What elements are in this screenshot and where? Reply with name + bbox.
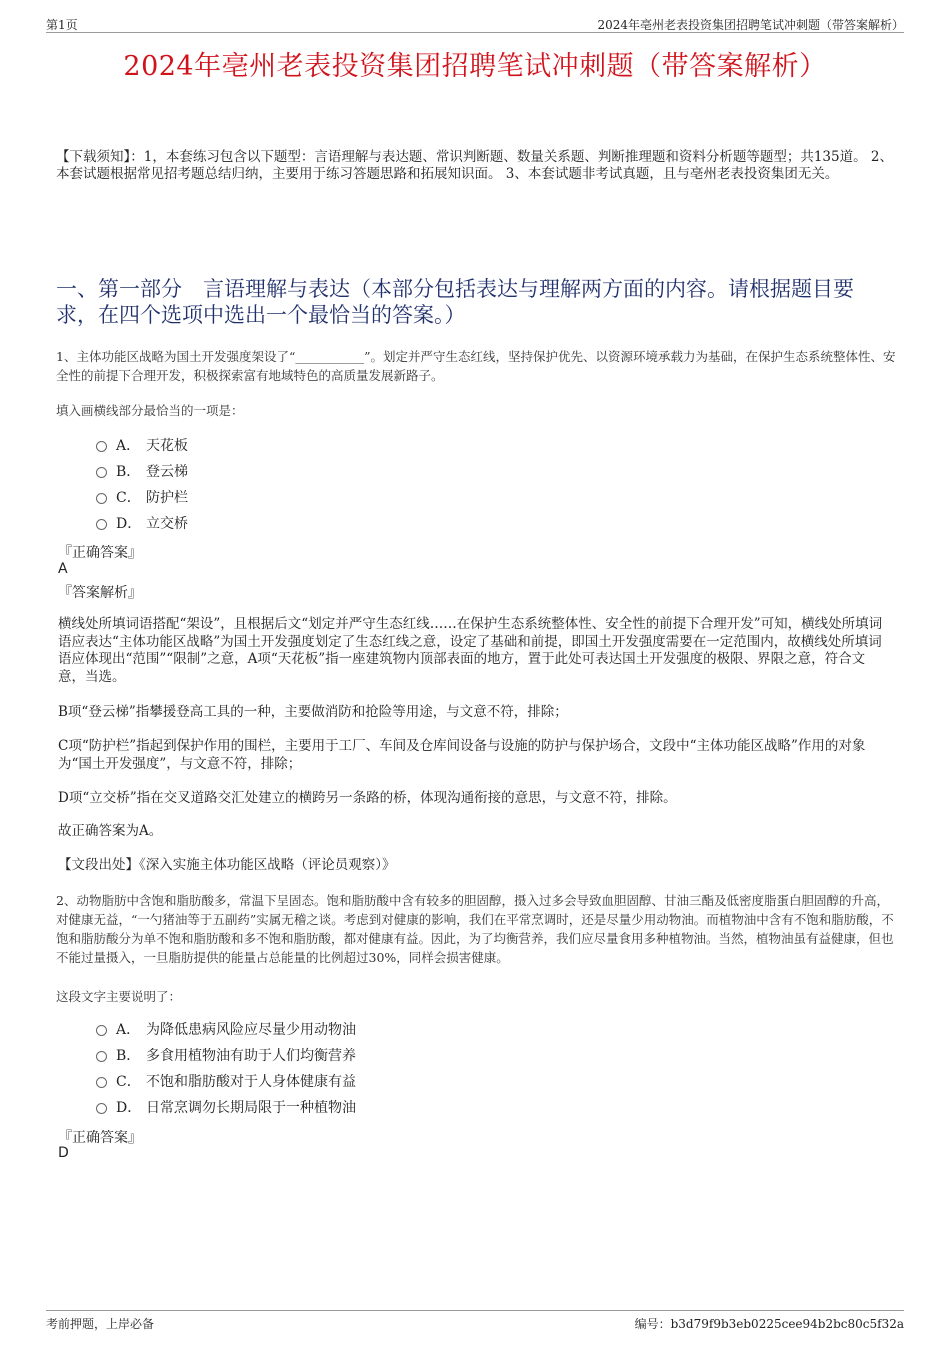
radio-icon[interactable] — [96, 1077, 107, 1088]
download-notice: 【下载须知】：1，本套练习包含以下题型：言语理解与表达题、常识判断题、数量关系题、判断推理题和资料分析题等题型；共135道。 2、本套试题根据常见招考题总结归纳，主要用于练习答题思路和拓展知识面。 3、本套试题非考试真题，且与亳州老表投资集团无关。 — [56, 149, 893, 182]
question-2-answer-tag: 『正确答案』 — [58, 1130, 142, 1146]
question-2-option-c[interactable]: C． 不饱和脂肪酸对于人身体健康有益 — [96, 1069, 356, 1095]
analysis-paragraph: 横线处所填词语搭配“架设”，且根据后文“划定并严守生态红线……在保护生态系统整体性、安全性的前提下合理开发”可知，横线处所填词语应表达“主体功能区战略”为国土开发强度划定了生态红线之意，设定了基础和前提，即国土开发强度需要在一定范围内，故横线处所填词语应体现出“范围”“限制”之意，A项“天花板”指一座建筑物内顶部表面的地方，置于此处可表达国土开发强度的极限、界限之意，符合文意，当选。 — [58, 616, 883, 685]
question-2-answer: D — [58, 1145, 69, 1161]
analysis-conclusion: 故正确答案为A。 — [58, 823, 163, 839]
question-2-options — [96, 1017, 356, 1121]
question-1-blank: ___________ — [295, 349, 365, 364]
question-1-option-b[interactable]: B． 登云梯 — [96, 459, 188, 485]
radio-icon[interactable] — [96, 1103, 107, 1114]
question-1-analysis-tag: 『答案解析』 — [58, 585, 142, 601]
page-number: 第1页 — [46, 18, 78, 32]
question-2-option-a[interactable]: A． 为降低患病风险应尽量少用动物油 — [96, 1017, 356, 1043]
footer-slogan: 考前押题，上岸必备 — [46, 1317, 155, 1331]
analysis-paragraph: B项“登云梯”指攀援登高工具的一种，主要做消防和抢险等用途，与文意不符，排除； — [58, 704, 568, 720]
page-title: 2024年亳州老表投资集团招聘笔试冲刺题（带答案解析） — [123, 51, 827, 82]
question-2-stem: 2、动物脂肪中含饱和脂肪酸多，常温下呈固态。饱和脂肪酸中含有较多的胆固醇，摄入过多会导致血胆固醇、甘油三酯及低密度脂蛋白胆固醇的升高，对健康无益，“一勺猪油等于五副药”实属无稽之谈。考虑到对健康的影响，我们在平常烹调时，还是尽量少用动物油。而植物油中含有不饱和脂肪酸，不饱和脂肪酸分为单不饱和脂肪酸和多不饱和脂肪酸，都对健康有益。因此，为了均衡营养，我们应尽量食用多种植物油。当然，植物油虽有益健康，但也不能过量摄入，一旦脂肪提供的能量占总能量的比例超过30%，同样会损害健康。 — [56, 893, 894, 965]
radio-icon[interactable] — [96, 467, 107, 478]
question-2-option-d[interactable]: D． 日常烹调勿长期局限于一种植物油 — [96, 1095, 356, 1121]
question-1-stem-pre: 1、主体功能区战略为国土开发强度架设了“ — [56, 349, 296, 364]
question-2-option-b[interactable]: B． 多食用植物油有助于人们均衡营养 — [96, 1043, 356, 1069]
radio-icon[interactable] — [96, 1025, 107, 1036]
question-1-options — [96, 433, 188, 537]
radio-icon[interactable] — [96, 441, 107, 452]
analysis-paragraph: D项“立交桥”指在交叉道路交汇处建立的横跨另一条路的桥，体现沟通衔接的意思，与文意不符，排除。 — [58, 790, 677, 806]
radio-icon[interactable] — [96, 1051, 107, 1062]
question-1-stem-post: ”。划定并严守生态红线，坚持保护优先、以资源环境承载力为基础，在保护生态系统整体性、安全性的前提下合理开发，积极探索富有地域特色的高质量发展新路子。 — [56, 349, 896, 383]
section-title: 一、第一部分 言语理解与表达（本部分包括表达与理解两方面的内容。请根据题目要求，在四个选项中选出一个最恰当的答案。） — [56, 277, 854, 327]
question-1-option-c[interactable]: C． 防护栏 — [96, 485, 188, 511]
footer-serial: 编号：b3d79f9b3eb0225cee94b2bc80c5f32a — [634, 1317, 904, 1331]
question-1-prompt: 填入画横线部分最恰当的一项是： — [56, 403, 244, 418]
question-1-stem — [56, 347, 898, 385]
header-doc-title: 2024年亳州老表投资集团招聘笔试冲刺题（带答案解析） — [597, 18, 904, 32]
radio-icon[interactable] — [96, 493, 107, 504]
analysis-source: 【文段出处】《深入实施主体功能区战略（评论员观察）》 — [58, 857, 396, 873]
radio-icon[interactable] — [96, 519, 107, 530]
question-2-prompt: 这段文字主要说明了： — [56, 989, 182, 1004]
page-header — [46, 14, 904, 33]
question-1-option-d[interactable]: D． 立交桥 — [96, 511, 188, 537]
question-1-option-a[interactable]: A． 天花板 — [96, 433, 188, 459]
analysis-paragraph: C项“防护栏”指起到保护作用的围栏，主要用于工厂、车间及仓库间设备与设施的防护与保护场合，文段中“主体功能区战略”作用的对象为“国土开发强度”，与文意不符，排除； — [58, 738, 866, 772]
page-footer — [46, 1310, 904, 1331]
question-1-answer: A — [58, 561, 68, 577]
question-1-answer-tag: 『正确答案』 — [58, 545, 142, 561]
